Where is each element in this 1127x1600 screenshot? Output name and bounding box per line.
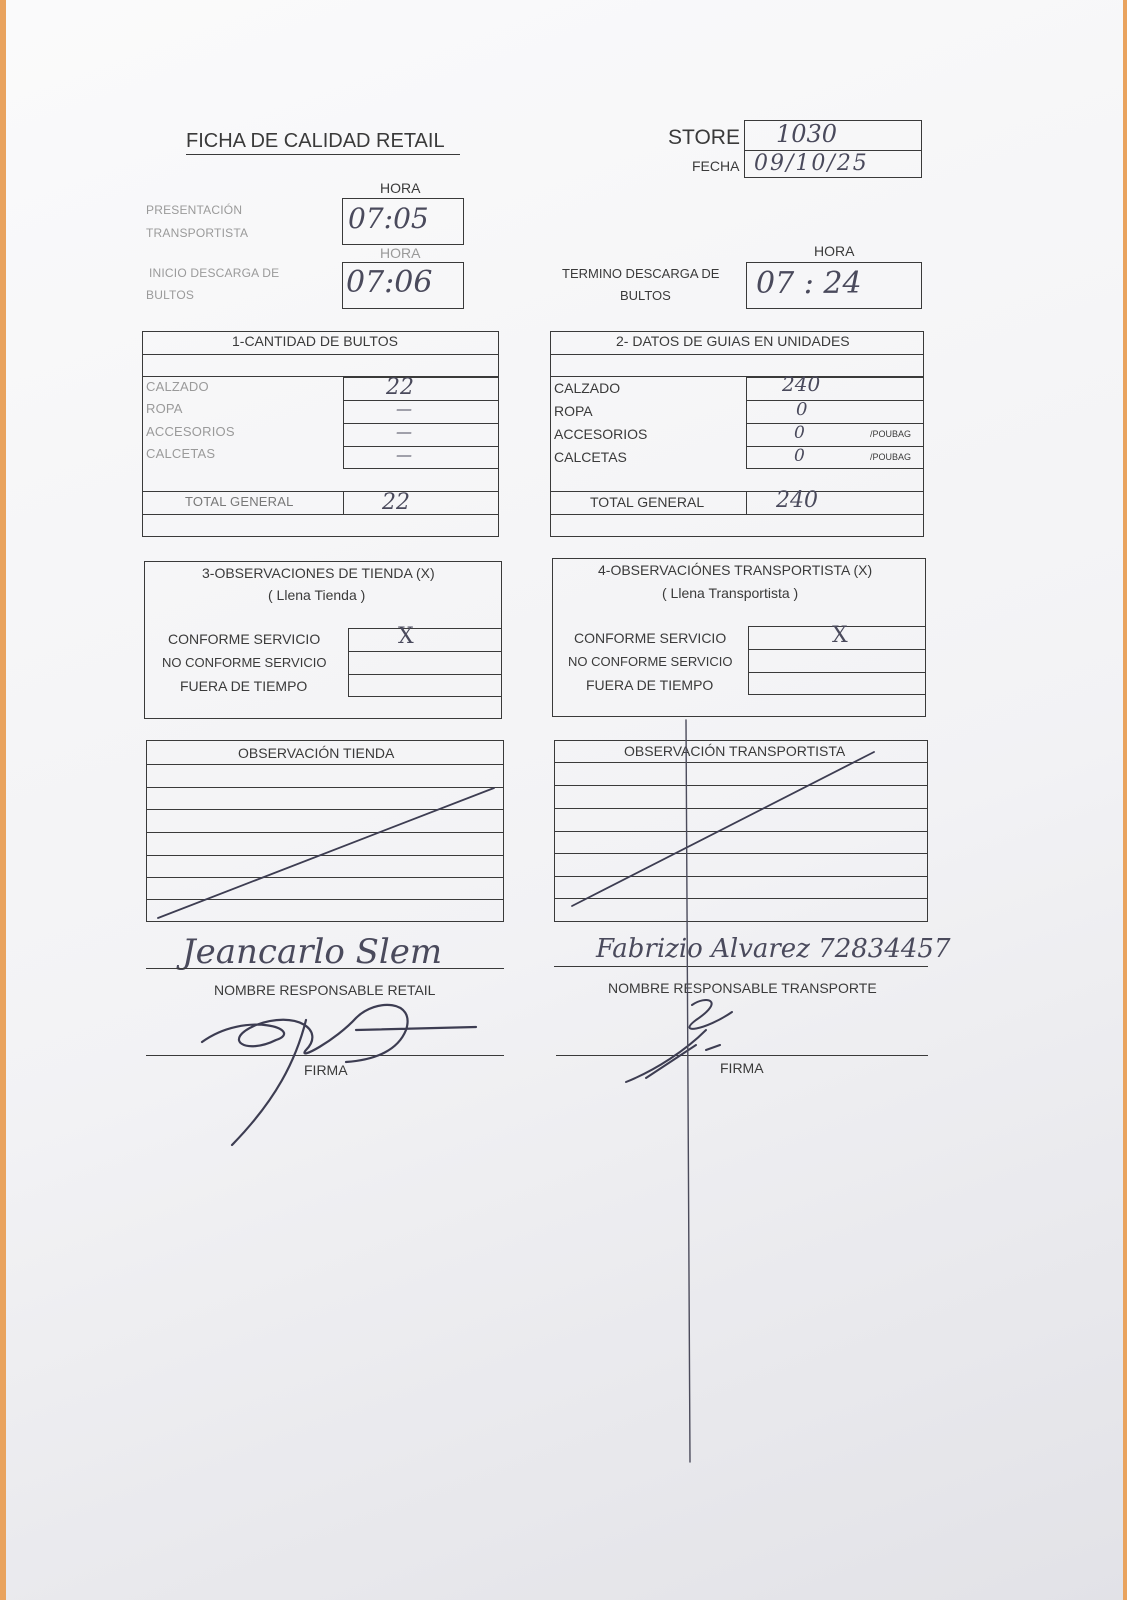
responsable-retail-name-line bbox=[146, 968, 504, 969]
cantidad-grid-line bbox=[343, 446, 499, 447]
hora-label-presentacion: HORA bbox=[380, 180, 421, 196]
responsable-retail-label: NOMBRE RESPONSABLE RETAIL bbox=[214, 982, 436, 998]
fecha-label: FECHA bbox=[692, 158, 740, 174]
cantidad-total-label: TOTAL GENERAL bbox=[185, 494, 294, 509]
obs-tienda-option: FUERA DE TIEMPO bbox=[180, 678, 308, 694]
observacion-transportista-row-line bbox=[554, 785, 928, 786]
cantidad-grid-line bbox=[343, 423, 499, 424]
datos-row-value[interactable]: 0 bbox=[794, 423, 805, 443]
datos-row-label: ACCESORIOS bbox=[554, 426, 648, 442]
datos-row-label: CALZADO bbox=[554, 380, 621, 396]
obs-tienda-title: 3-OBSERVACIONES DE TIENDA (X) bbox=[202, 565, 435, 581]
obs-transportista-check-mark[interactable]: X bbox=[832, 623, 848, 648]
obs-tienda-check-mark[interactable]: X bbox=[398, 624, 414, 649]
observacion-transportista-row-line bbox=[554, 831, 928, 832]
form-page bbox=[6, 0, 1123, 1600]
cantidad-title-divider bbox=[142, 354, 499, 355]
cantidad-bultos-title: 1-CANTIDAD DE BULTOS bbox=[232, 333, 398, 349]
firma-retail-label: FIRMA bbox=[304, 1062, 348, 1078]
datos-grid-line bbox=[746, 446, 924, 447]
observacion-transportista-row-line bbox=[554, 898, 928, 899]
observacion-tienda-row-line bbox=[146, 809, 504, 810]
observacion-transportista-row-line bbox=[554, 876, 928, 877]
datos-title-divider bbox=[550, 354, 924, 355]
observacion-transportista-row-line bbox=[554, 808, 928, 809]
obs-tienda-grid-line bbox=[348, 674, 502, 675]
cantidad-row-label: CALZADO bbox=[146, 379, 209, 394]
obs-transportista-option: CONFORME SERVICIO bbox=[574, 630, 727, 646]
cantidad-row-label: CALCETAS bbox=[146, 446, 216, 461]
cantidad-grid-line bbox=[343, 400, 499, 401]
obs-transportista-subtitle: ( Llena Transportista ) bbox=[662, 585, 799, 601]
termino-label-1: TERMINO DESCARGA DE bbox=[562, 266, 720, 281]
observacion-transportista-row-line bbox=[554, 853, 928, 854]
obs-transportista-option: NO CONFORME SERVICIO bbox=[568, 654, 733, 669]
obs-tienda-grid-line bbox=[348, 651, 502, 652]
hora-label-inicio: HORA bbox=[380, 245, 421, 261]
presentacion-hora-value[interactable]: 07:05 bbox=[348, 202, 429, 235]
obs-transportista-option: FUERA DE TIEMPO bbox=[586, 677, 714, 693]
inicio-label-2: BULTOS bbox=[146, 288, 195, 302]
observacion-tienda-title: OBSERVACIÓN TIENDA bbox=[238, 745, 395, 761]
inicio-hora-value[interactable]: 07:06 bbox=[346, 265, 433, 300]
responsable-retail-name[interactable]: Jeancarlo Slem bbox=[182, 932, 443, 972]
cantidad-row-value[interactable]: — bbox=[396, 445, 412, 464]
cantidad-total-value[interactable]: 22 bbox=[382, 490, 410, 515]
cantidad-grid-line bbox=[142, 376, 499, 377]
obs-tienda-checkgrid bbox=[348, 628, 502, 697]
observacion-tienda-row-line bbox=[146, 899, 504, 900]
cantidad-row-value[interactable]: 22 bbox=[386, 375, 414, 400]
title-underline bbox=[186, 154, 460, 155]
cantidad-row-value[interactable]: — bbox=[396, 399, 412, 418]
fecha-value[interactable]: 09/10/25 bbox=[754, 151, 869, 176]
observacion-tienda-row-line bbox=[146, 877, 504, 878]
inicio-label-1: INICIO DESCARGA DE bbox=[149, 266, 280, 280]
presentacion-label-1: PRESENTACIÓN bbox=[146, 203, 243, 217]
datos-row-value[interactable]: 0 bbox=[796, 399, 808, 420]
obs-transportista-title: 4-OBSERVACIÓNES TRANSPORTISTA (X) bbox=[598, 562, 873, 578]
firma-transporte-line bbox=[556, 1055, 928, 1056]
datos-grid-line bbox=[746, 423, 924, 424]
responsable-transporte-name[interactable]: Fabrizio Alvarez 72834457 bbox=[596, 934, 951, 964]
form-title: FICHA DE CALIDAD RETAIL bbox=[186, 130, 445, 152]
cantidad-row-value[interactable]: — bbox=[396, 422, 412, 441]
termino-hora-value[interactable]: 07 : 24 bbox=[756, 266, 862, 301]
observacion-tienda-row-line bbox=[146, 832, 504, 833]
obs-transportista-grid-line bbox=[748, 649, 926, 650]
datos-row-label: ROPA bbox=[554, 403, 593, 419]
store-label: STORE bbox=[668, 126, 740, 149]
observacion-tienda-box[interactable] bbox=[146, 740, 504, 922]
cantidad-row-label: ROPA bbox=[146, 401, 183, 416]
observacion-transportista-title: OBSERVACIÓN TRANSPORTISTA bbox=[624, 743, 846, 759]
presentacion-label-2: TRANSPORTISTA bbox=[146, 226, 249, 240]
datos-row-label: CALCETAS bbox=[554, 449, 627, 465]
termino-label-2: BULTOS bbox=[620, 288, 671, 303]
firma-transporte-signature bbox=[626, 1000, 732, 1082]
datos-row-value[interactable]: 240 bbox=[782, 372, 821, 396]
obs-tienda-option: CONFORME SERVICIO bbox=[168, 631, 321, 647]
obs-transportista-grid-line bbox=[748, 672, 926, 673]
datos-row-value[interactable]: 0 bbox=[794, 446, 805, 466]
datos-row-unit: /POUBAG bbox=[870, 452, 912, 462]
observacion-tienda-row-line bbox=[146, 855, 504, 856]
hora-label-termino: HORA bbox=[814, 243, 855, 259]
firma-transporte-label: FIRMA bbox=[720, 1060, 764, 1076]
datos-row-unit: /POUBAG bbox=[870, 429, 912, 439]
observacion-transportista-row-line bbox=[554, 762, 928, 763]
responsable-transporte-label: NOMBRE RESPONSABLE TRANSPORTE bbox=[608, 980, 877, 996]
store-value[interactable]: 1030 bbox=[776, 120, 838, 148]
obs-tienda-option: NO CONFORME SERVICIO bbox=[162, 655, 327, 670]
cantidad-total-box bbox=[343, 491, 499, 515]
datos-guias-title: 2- DATOS DE GUIAS EN UNIDADES bbox=[616, 333, 850, 349]
cantidad-row-label: ACCESORIOS bbox=[146, 424, 235, 439]
datos-total-label: TOTAL GENERAL bbox=[590, 494, 705, 510]
datos-grid-line bbox=[746, 400, 924, 401]
datos-total-box bbox=[746, 491, 924, 515]
responsable-transporte-name-line bbox=[554, 966, 928, 967]
obs-tienda-subtitle: ( Llena Tienda ) bbox=[268, 587, 366, 603]
observacion-tienda-row-line bbox=[146, 764, 504, 765]
firma-retail-line bbox=[146, 1055, 504, 1056]
observacion-tienda-row-line bbox=[146, 787, 504, 788]
datos-total-value[interactable]: 240 bbox=[776, 488, 818, 513]
